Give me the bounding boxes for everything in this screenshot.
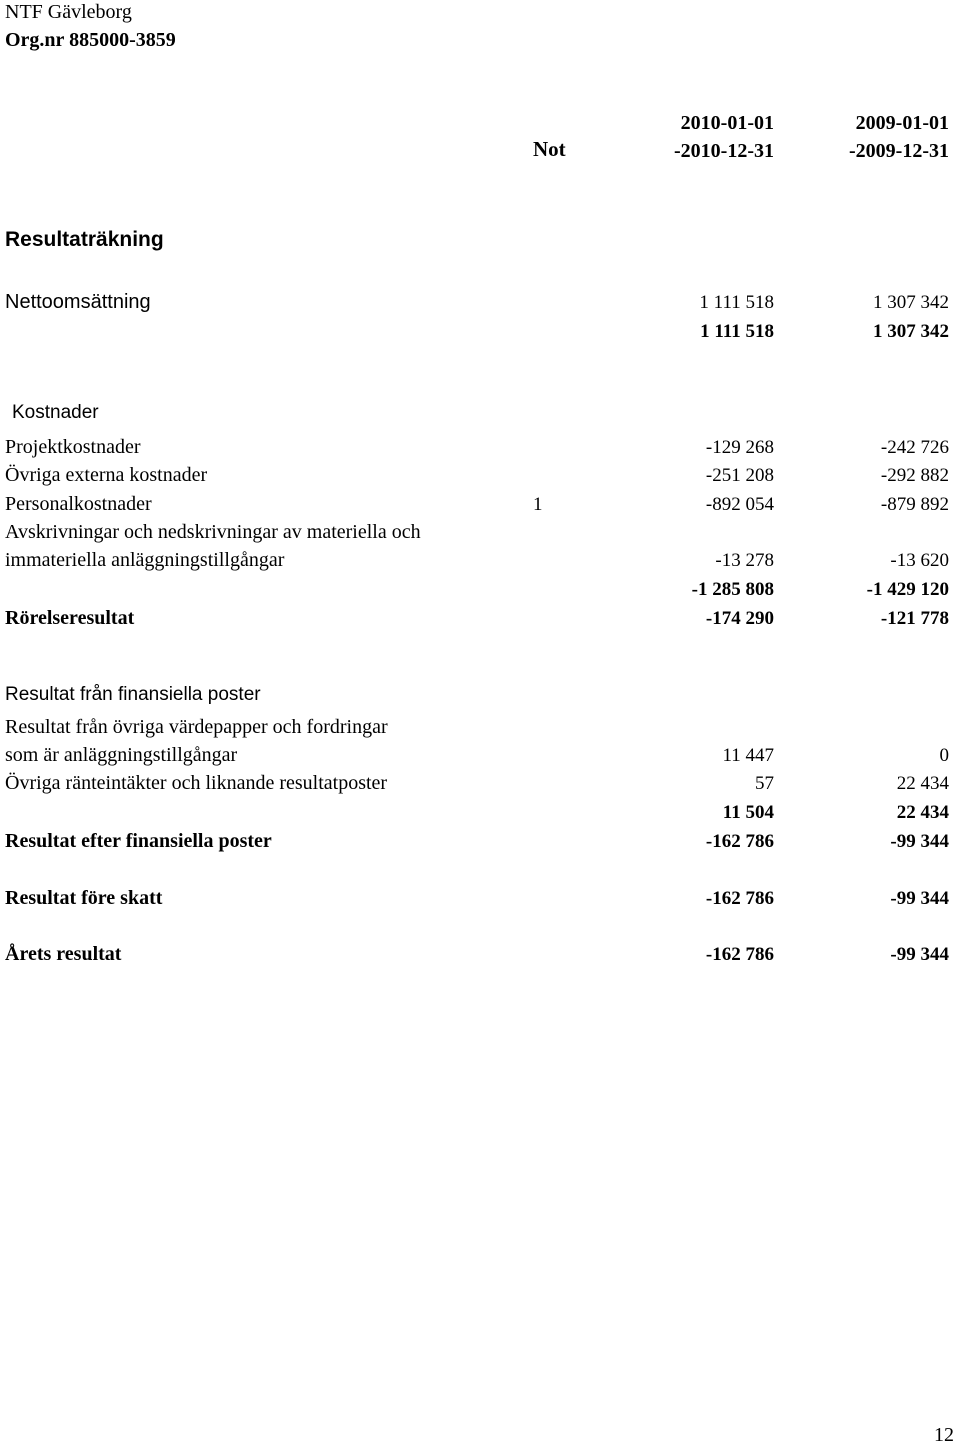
row-label-fore-skatt: Resultat före skatt	[5, 887, 163, 909]
period1-end: -2010-12-31	[674, 140, 774, 162]
value-rorelseresultat-2009: -121 778	[880, 608, 949, 629]
row-label-avskrivningar-1: Avskrivningar och nedskrivningar av materiella och	[5, 521, 421, 543]
value-ovriga-vardepapper-2009: 0	[939, 745, 949, 766]
row-label-nettoomsattning: Nettoomsättning	[5, 291, 151, 313]
row-label-ovriga-vardepapper-2: som är anläggningstillgångar	[5, 744, 238, 766]
not-column-header: Not	[533, 137, 566, 161]
value-personalkostnader-2009: -879 892	[880, 494, 949, 515]
value-fore-skatt-2010: -162 786	[705, 888, 774, 909]
sum-finansiella-2009: 22 434	[896, 802, 949, 823]
row-label-avskrivningar-2: immateriella anläggningstillgångar	[5, 549, 285, 571]
row-label-ovriga-vardepapper-1: Resultat från övriga värdepapper och fordringar	[5, 716, 388, 738]
value-personalkostnader-2010: -892 054	[705, 494, 774, 515]
period2-start: 2009-01-01	[855, 112, 949, 134]
sum-nettoomsattning-2010: 1 111 518	[700, 321, 774, 342]
sum-nettoomsattning-2009: 1 307 342	[873, 321, 949, 342]
value-arets-resultat-2010: -162 786	[705, 944, 774, 965]
row-label-projektkostnader: Projektkostnader	[5, 436, 141, 458]
value-efter-finansiella-2009: -99 344	[890, 831, 949, 852]
value-projektkostnader-2010: -129 268	[705, 437, 774, 458]
sum-finansiella-2010: 11 504	[722, 802, 774, 823]
value-ovriga-externa-2010: -251 208	[705, 465, 774, 486]
value-projektkostnader-2009: -242 726	[880, 437, 949, 458]
value-efter-finansiella-2010: -162 786	[705, 831, 774, 852]
value-ovriga-vardepapper-2010: 11 447	[722, 745, 774, 766]
value-avskrivningar-2010: -13 278	[715, 550, 774, 571]
value-ranteintakter-2010: 57	[755, 773, 774, 794]
page-number: 12	[934, 1424, 954, 1446]
section-title: Resultaträkning	[5, 228, 164, 251]
period1-start: 2010-01-01	[680, 112, 774, 134]
row-label-efter-finansiella: Resultat efter finansiella poster	[5, 830, 272, 852]
row-label-ovriga-externa: Övriga externa kostnader	[5, 464, 208, 486]
value-nettoomsattning-2009: 1 307 342	[873, 292, 949, 313]
row-label-rorelseresultat: Rörelseresultat	[5, 607, 135, 629]
note-ref-personalkostnader: 1	[533, 494, 543, 515]
value-nettoomsattning-2010: 1 111 518	[699, 292, 774, 313]
value-avskrivningar-2009: -13 620	[890, 550, 949, 571]
row-label-arets-resultat: Årets resultat	[5, 943, 122, 965]
org-name: NTF Gävleborg	[5, 1, 132, 23]
row-label-ranteintakter: Övriga ränteintäkter och liknande resultatposter	[5, 772, 388, 794]
value-rorelseresultat-2010: -174 290	[705, 608, 774, 629]
value-fore-skatt-2009: -99 344	[890, 888, 949, 909]
finansiella-heading: Resultat från finansiella poster	[5, 684, 261, 705]
sum-kostnader-2010: -1 285 808	[691, 579, 774, 600]
org-number: Org.nr 885000-3859	[5, 29, 176, 51]
sum-kostnader-2009: -1 429 120	[866, 579, 949, 600]
value-ranteintakter-2009: 22 434	[896, 773, 949, 794]
kostnader-heading: Kostnader	[12, 402, 99, 423]
row-label-personalkostnader: Personalkostnader	[5, 493, 152, 515]
period2-end: -2009-12-31	[849, 140, 949, 162]
value-arets-resultat-2009: -99 344	[890, 944, 949, 965]
value-ovriga-externa-2009: -292 882	[880, 465, 949, 486]
